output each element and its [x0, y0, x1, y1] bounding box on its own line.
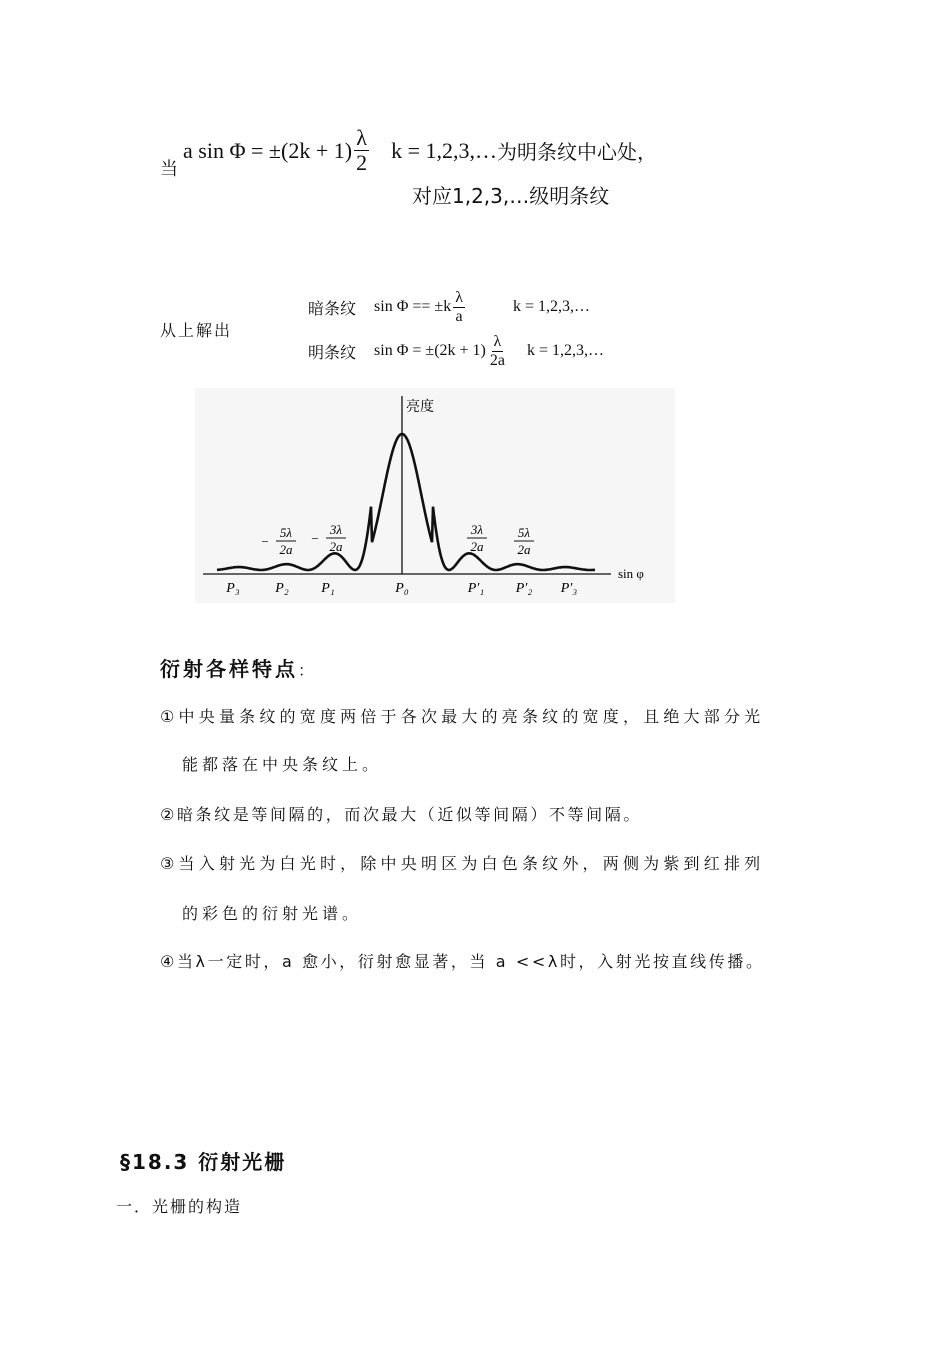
features-title — [160, 653, 317, 682]
point-label-p1: P₁ — [321, 581, 335, 596]
eq1-fraction — [354, 127, 369, 174]
peak-label-denominator: 2a — [279, 542, 293, 557]
features-title-colon: ： — [298, 661, 318, 680]
bright-fringe-denominator: 2a — [489, 351, 505, 369]
chart-x-label: sin φ — [618, 566, 644, 581]
dark-fringe-fraction — [453, 290, 465, 325]
section-subheading: 一．光栅的构造 — [116, 1197, 243, 1216]
bright-fringe-numerator: λ — [493, 332, 502, 350]
peak-label-numerator: 5λ — [279, 525, 293, 540]
diffraction-chart — [195, 388, 675, 603]
dark-fringe-lhs: sin Φ == ±k — [374, 298, 452, 315]
features-title-text: 衍射各样特点 — [160, 657, 298, 681]
dark-fringe-condition: k = 1,2,3,… — [512, 298, 591, 315]
bright-fringe-lhs: sin Φ = ±(2k + 1) — [374, 342, 486, 359]
point-label-p0: P₀ — [395, 581, 409, 596]
bright-fringe-name: 明条纹 — [308, 342, 357, 362]
bright-fringe-condition: k = 1,2,3,… — [526, 342, 605, 359]
feature-3-line2: 的彩色的衍射光谱。 — [182, 904, 363, 923]
eq1-lhs: a sin Φ = ±(2k + 1) — [183, 137, 353, 163]
peak-label-numerator: 3λ — [470, 522, 484, 537]
bright-fringe-formula — [308, 326, 604, 376]
chart-y-label: 亮度 — [406, 399, 434, 415]
eq1-description: 为明条纹中心处， — [496, 140, 657, 164]
peak-label-denominator: 2a — [470, 539, 484, 554]
feature-2: ②暗条纹是等间隔的，而次最大（近似等间隔）不等间隔。 — [160, 805, 642, 824]
dark-fringe-denominator: a — [455, 307, 463, 325]
eq1-formula — [183, 127, 657, 174]
feature-3-line1: ③当入射光为白光时，除中央明区为白色条纹外，两侧为紫到红排列 — [160, 854, 765, 873]
bright-fringe-fraction — [488, 334, 507, 369]
peak-label-numerator: 3λ — [329, 522, 343, 537]
feature-1-line2: 能都落在中央条纹上。 — [182, 755, 383, 774]
dark-fringe-name: 暗条纹 — [308, 298, 357, 318]
chart-background — [195, 388, 675, 603]
point-label-p3-prime: P′₃ — [560, 581, 578, 596]
point-label-p1-prime: P′₁ — [467, 581, 485, 596]
section-heading: §18.3 衍射光栅 — [120, 1150, 287, 1174]
eq1-numerator: λ — [356, 125, 367, 150]
peak-label-numerator: 5λ — [517, 525, 531, 540]
peak-label-sign: − — [261, 534, 269, 549]
solve-label: 从上解出 — [160, 321, 233, 340]
eq1-denominator: 2 — [356, 150, 368, 175]
point-label-p3: P₃ — [226, 581, 240, 596]
dark-fringe-formula — [308, 282, 590, 332]
eq1-prefix: 当 — [160, 159, 178, 180]
peak-label-sign: − — [311, 531, 319, 546]
dark-fringe-numerator: λ — [455, 288, 463, 306]
peak-label-denominator: 2a — [517, 542, 531, 557]
peak-label-denominator: 2a — [329, 539, 343, 554]
eq1-condition: k = 1,2,3,… — [391, 137, 497, 163]
point-label-p2-prime: P′₂ — [515, 581, 533, 596]
eq1-line2: 对应1,2,3,…级明条纹 — [412, 184, 610, 208]
point-label-p2: P₂ — [275, 581, 289, 596]
feature-4: ④当λ一定时，a 愈小，衍射愈显著，当 a <<λ时，入射光按直线传播。 — [160, 952, 765, 971]
feature-1-line1: ①中央量条纹的宽度两倍于各次最大的亮条纹的宽度，且绝大部分光 — [160, 707, 765, 726]
